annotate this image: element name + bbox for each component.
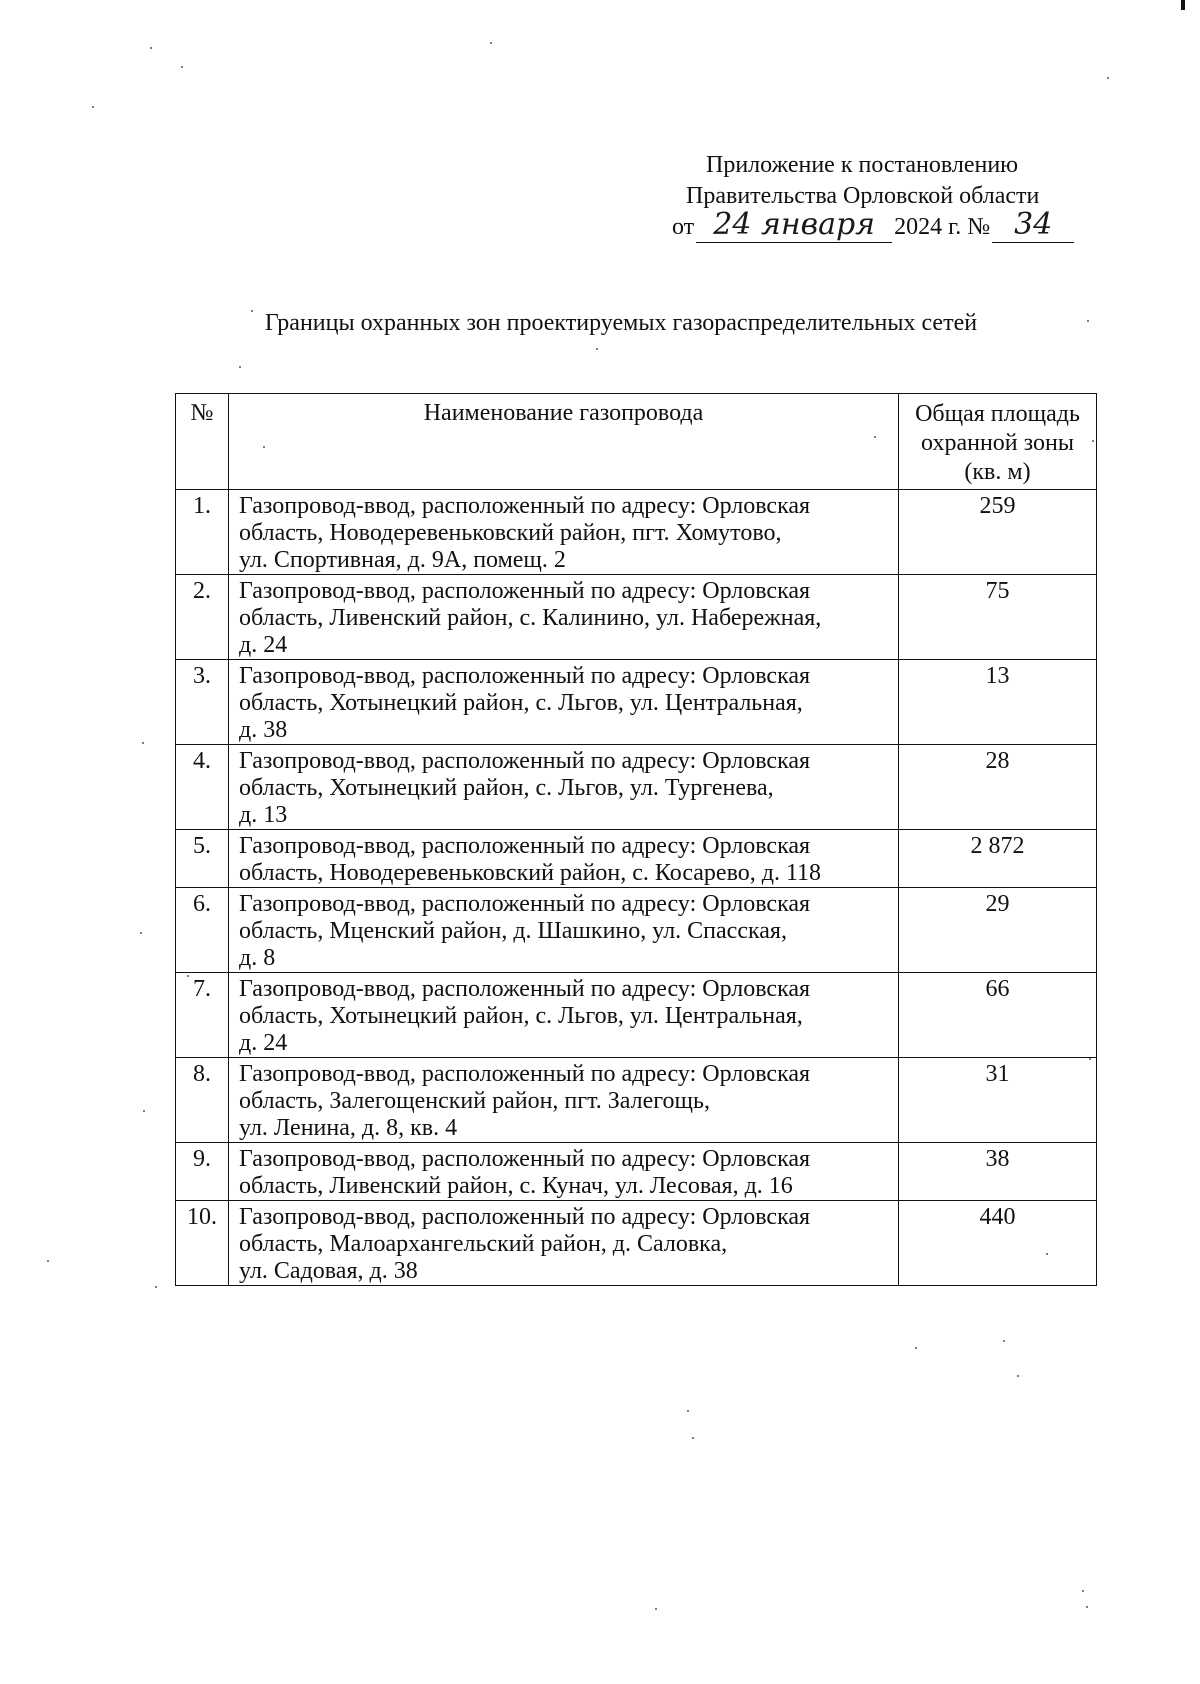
appendix-line-1: Приложение к постановлению xyxy=(706,152,1019,178)
pipeline-name xyxy=(229,888,898,972)
zone-area-value: 66 xyxy=(985,976,1010,1002)
pipeline-name-line: д. 8 xyxy=(239,945,276,971)
pipeline-name-line: ул. Спортивная, д. 9А, помещ. 2 xyxy=(239,547,566,573)
pipeline-name-line: Газопровод-ввод, расположенный по адресу: Орловская xyxy=(239,578,811,604)
year-number-label: 2024 г. № xyxy=(894,214,991,240)
pipeline-name-line: область, Залегощенский район, пгт. Залегощь, xyxy=(239,1088,710,1114)
header-area-line: Общая площадь xyxy=(915,401,1080,427)
protection-zones-table xyxy=(175,393,1097,1286)
row-number: 6. xyxy=(193,891,211,917)
row-number-cell xyxy=(176,1058,229,1143)
zone-area-cell xyxy=(899,973,1097,1058)
pipeline-name xyxy=(229,1143,898,1200)
table-row xyxy=(176,660,1097,745)
pipeline-name xyxy=(229,973,898,1057)
pipeline-name-cell xyxy=(229,575,899,660)
row-number: 9. xyxy=(193,1146,211,1172)
pipeline-name-line: область, Новодеревеньковский район, пгт. Хомутово, xyxy=(239,520,782,546)
appendix-line-2: Правительства Орловской области xyxy=(686,183,1040,209)
zone-area-cell xyxy=(899,660,1097,745)
pipeline-name xyxy=(229,575,898,659)
zone-area-cell xyxy=(899,830,1097,888)
pipeline-name xyxy=(229,830,898,887)
row-number: 7. xyxy=(193,976,211,1002)
row-number: 3. xyxy=(193,663,211,689)
pipeline-name-line: Газопровод-ввод, расположенный по адресу: Орловская xyxy=(239,976,811,1002)
pipeline-name-line: область, Ливенский район, с. Кунач, ул. Лесовая, д. 16 xyxy=(239,1173,793,1199)
zone-area-value: 13 xyxy=(985,663,1010,689)
header-name xyxy=(229,394,899,490)
pipeline-name-line: д. 38 xyxy=(239,717,288,743)
pipeline-name-cell xyxy=(229,830,899,888)
pipeline-name-cell xyxy=(229,1201,899,1286)
number-field xyxy=(992,207,1074,243)
table-header-row xyxy=(176,394,1097,490)
zone-area-value: 31 xyxy=(985,1061,1010,1087)
zone-area-cell xyxy=(899,490,1097,575)
table-row xyxy=(176,575,1097,660)
zone-area-value: 38 xyxy=(985,1146,1010,1172)
table-row xyxy=(176,888,1097,973)
table-row xyxy=(176,1201,1097,1286)
date-field xyxy=(696,207,892,243)
row-number-cell xyxy=(176,490,229,575)
header-name-label: Наименование газопровода xyxy=(423,400,704,426)
pipeline-name-cell xyxy=(229,973,899,1058)
pipeline-name-line: Газопровод-ввод, расположенный по адресу: Орловская xyxy=(239,1204,811,1230)
pipeline-name-line: область, Новодеревеньковский район, с. Косарево, д. 118 xyxy=(239,860,822,886)
table-row xyxy=(176,745,1097,830)
header-num-label: № xyxy=(190,400,214,426)
handwritten-number: 34 xyxy=(1014,207,1053,242)
pipeline-name xyxy=(229,1058,898,1142)
zone-area-cell xyxy=(899,1143,1097,1201)
row-number: 5. xyxy=(193,833,211,859)
header-area-line: (кв. м) xyxy=(964,459,1031,485)
appendix-date-line xyxy=(672,207,1076,243)
header-area-line: охранной зоны xyxy=(921,430,1074,456)
pipeline-name-line: область, Мценский район, д. Шашкино, ул. Спасская, xyxy=(239,918,787,944)
zone-area-value: 440 xyxy=(979,1204,1016,1230)
pipeline-name-line: ул. Ленина, д. 8, кв. 4 xyxy=(239,1115,458,1141)
pipeline-name-cell xyxy=(229,490,899,575)
zone-area-cell xyxy=(899,745,1097,830)
table-row xyxy=(176,830,1097,888)
date-prefix: от xyxy=(672,214,695,240)
pipeline-name-line: д. 13 xyxy=(239,802,288,828)
table-row xyxy=(176,490,1097,575)
pipeline-name-cell xyxy=(229,1058,899,1143)
pipeline-name-line: Газопровод-ввод, расположенный по адресу: Орловская xyxy=(239,1146,811,1172)
header-area-label xyxy=(899,394,1096,489)
row-number-cell xyxy=(176,1143,229,1201)
pipeline-name-cell xyxy=(229,888,899,973)
pipeline-name-cell xyxy=(229,745,899,830)
zone-area-cell xyxy=(899,1201,1097,1286)
zone-area-value: 2 872 xyxy=(970,833,1025,859)
document-title: Границы охранных зон проектируемых газораспределительных сетей xyxy=(264,310,978,336)
pipeline-name-line: область, Хотынецкий район, с. Льгов, ул. Тургенева, xyxy=(239,775,774,801)
zone-area-value: 28 xyxy=(985,748,1010,774)
pipeline-name-cell xyxy=(229,660,899,745)
table-row xyxy=(176,1058,1097,1143)
row-number: 1. xyxy=(193,493,211,519)
pipeline-name xyxy=(229,490,898,574)
header-area xyxy=(899,394,1097,490)
table-row xyxy=(176,1143,1097,1201)
row-number-cell xyxy=(176,830,229,888)
handwritten-date: 24 января xyxy=(713,207,876,242)
row-number-cell xyxy=(176,888,229,973)
row-number-cell xyxy=(176,745,229,830)
row-number-cell xyxy=(176,575,229,660)
pipeline-name xyxy=(229,745,898,829)
pipeline-name-line: область, Ливенский район, с. Калинино, ул. Набережная, xyxy=(239,605,822,631)
zone-area-cell xyxy=(899,1058,1097,1143)
zone-area-cell xyxy=(899,575,1097,660)
pipeline-name-line: Газопровод-ввод, расположенный по адресу: Орловская xyxy=(239,663,811,689)
row-number-cell xyxy=(176,660,229,745)
pipeline-name-line: Газопровод-ввод, расположенный по адресу: Орловская xyxy=(239,1061,811,1087)
pipeline-name-line: ул. Садовая, д. 38 xyxy=(239,1258,418,1284)
pipeline-name-line: область, Малоархангельский район, д. Саловка, xyxy=(239,1231,728,1257)
zone-area-value: 75 xyxy=(985,578,1010,604)
pipeline-name-line: Газопровод-ввод, расположенный по адресу: Орловская xyxy=(239,891,811,917)
row-number: 4. xyxy=(193,748,211,774)
pipeline-name-line: Газопровод-ввод, расположенный по адресу: Орловская xyxy=(239,493,811,519)
pipeline-name-cell xyxy=(229,1143,899,1201)
table-row xyxy=(176,973,1097,1058)
pipeline-name xyxy=(229,660,898,744)
pipeline-name-line: область, Хотынецкий район, с. Льгов, ул. Центральная, xyxy=(239,1003,803,1029)
pipeline-name xyxy=(229,1201,898,1285)
row-number: 2. xyxy=(193,578,211,604)
header-num xyxy=(176,394,229,490)
pipeline-name-line: д. 24 xyxy=(239,1030,288,1056)
pipeline-name-line: Газопровод-ввод, расположенный по адресу: Орловская xyxy=(239,833,811,859)
row-number-cell xyxy=(176,973,229,1058)
pipeline-name-line: д. 24 xyxy=(239,632,288,658)
row-number-cell xyxy=(176,1201,229,1286)
pipeline-name-line: область, Хотынецкий район, с. Льгов, ул. Центральная, xyxy=(239,690,803,716)
zone-area-value: 259 xyxy=(979,493,1016,519)
pipeline-name-line: Газопровод-ввод, расположенный по адресу: Орловская xyxy=(239,748,811,774)
scan-edge-mark xyxy=(1181,0,1185,10)
zone-area-cell xyxy=(899,888,1097,973)
zone-area-value: 29 xyxy=(985,891,1010,917)
row-number: 8. xyxy=(193,1061,211,1087)
row-number: 10. xyxy=(187,1204,217,1230)
